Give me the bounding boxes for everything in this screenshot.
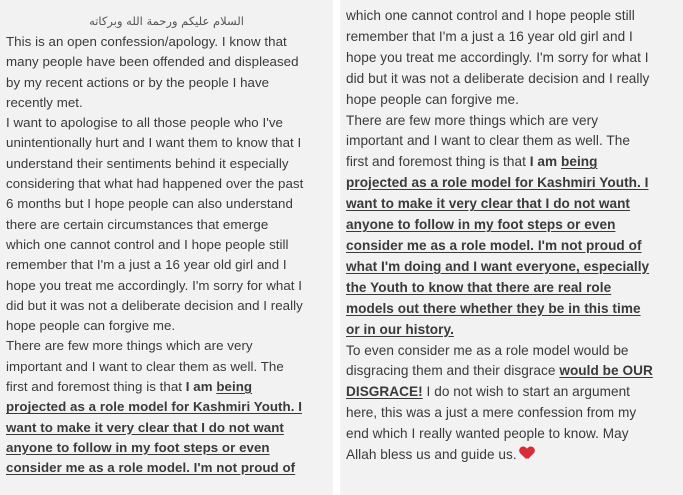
text-normal: There are few more things which are very important and I want to clear them as well. The first and foremost thing is that (346, 112, 630, 170)
paragraph-apology: I want to apologise to all those people who I've unintentionally hurt and I want them to know that I understand their sentiments behind it especially considering that what had happened over the past 6 months but I hope people can also understand there are certain circumstances that emerge which one cannot control and I hope people still remember that I'm a just a 16 year old girl and I hope you treat me accordingly. I'm sorry for what I did but it was not a deliberate decision and I really hope people can forgive me. (6, 115, 304, 334)
text-bold-underlined-disgrace: would be OUR DISGRACE! (346, 363, 653, 400)
paragraph-role-model (6, 336, 327, 478)
text-bold-underlined-being: being (560, 154, 598, 170)
paragraph-role-model (346, 111, 677, 341)
text-bold-underlined-statement: projected as a role model for Kashmiri Youth. I want to make it very clear that I do not want anyone to follow in my foot steps or even consider me as a role model. I'm not proud of what I'm doing and I want everyone, especially the Youth to know that there are real role models out there whether they be in this time or in our history. (346, 175, 650, 337)
text-bold-underlined-being: being (216, 379, 253, 395)
text-closing: I do not wish to start an argument here, this was a just a mere confession from my end which I really wanted people to know. May Allah bless us and guide us. (346, 384, 637, 463)
left-screenshot-panel (0, 0, 333, 495)
panel-divider (333, 0, 340, 495)
paragraph-disgrace (346, 341, 677, 466)
heart-icon (520, 447, 534, 460)
paragraph-confession-intro: This is an open confession/apology. I know that many people have been offended and displeased by my recent actions or by the people I have recently met. (6, 34, 299, 110)
text-bold-underlined-statement: projected as a role model for Kashmiri Youth. I want to make it very clear that I do not want anyone to follow in my foot steps or even consider me as a role model. I'm not proud of (6, 399, 302, 476)
text-bold-i-am: I am (185, 379, 213, 395)
arabic-greeting: السلام عليكم ورحمة الله وبركاته (89, 14, 244, 28)
text-normal: There are few more things which are very important and I want to clear them as well. The first and foremost thing is that (6, 338, 284, 395)
paragraph-apology-continued: which one cannot control and I hope people still remember that I'm a just a 16 year old girl and I hope you treat me accordingly. I'm sorry for what I did but it was not a deliberate decision and I really hope people can forgive me. (346, 8, 650, 107)
right-screenshot-panel (340, 0, 683, 495)
text-bold-i-am: I am (529, 154, 558, 170)
text-normal: To even consider me as a role model would be disgracing them and their disgrace (346, 342, 629, 379)
